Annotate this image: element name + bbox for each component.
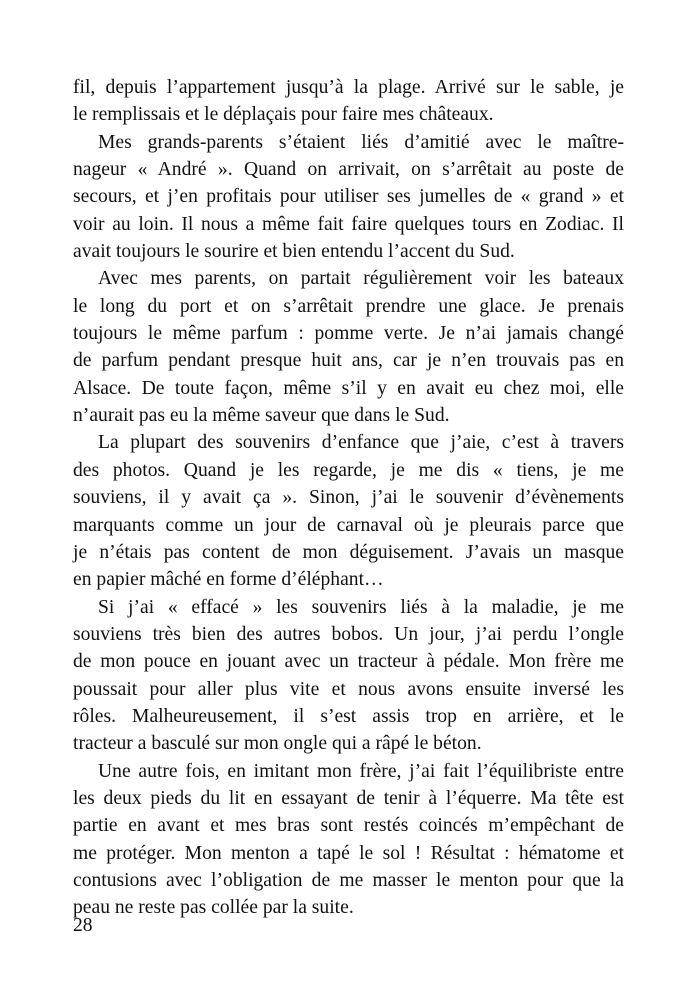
text-line: secours, et j’en profitais pour utiliser ses jumelles de « grand » et xyxy=(73,186,624,208)
text-line: partie en avant et mes bras sont restés coincés m’empêchant de xyxy=(73,815,624,837)
paragraph xyxy=(73,429,624,593)
text-line: le remplissais et le déplaçais pour faire mes châteaux. xyxy=(73,104,494,126)
text-line: voir au loin. Il nous a même fait faire quelques tours en Zodiac. Il xyxy=(73,213,624,235)
text-line: je n’étais pas content de mon déguisement. J’avais un masque xyxy=(73,541,624,563)
text-line: nageur « André ». Quand on arrivait, on s’arrêtait au poste de xyxy=(73,159,624,181)
text-line: avait toujours le sourire et bien entendu l’accent du Sud. xyxy=(73,241,515,263)
text-line: de mon pouce en jouant avec un tracteur à pédale. Mon frère me xyxy=(73,651,624,673)
text-line: Alsace. De toute façon, même s’il y en avait eu chez moi, elle xyxy=(73,377,624,399)
text-line: Si j’ai « effacé » les souvenirs liés à la maladie, je me xyxy=(98,596,624,618)
paragraph xyxy=(73,758,624,922)
text-line: des photos. Quand je les regarde, je me dis « tiens, je me xyxy=(73,459,624,481)
text-line: tracteur a basculé sur mon ongle qui a râpé le béton. xyxy=(73,733,482,755)
text-line: Mes grands-parents s’étaient liés d’amitié avec le maître- xyxy=(98,131,624,153)
text-line: peau ne reste pas collée par la suite. xyxy=(73,897,354,919)
text-line: souviens très bien des autres bobos. Un jour, j’ai perdu l’ongle xyxy=(73,623,624,645)
text-line: n’aurait pas eu la même saveur que dans le Sud. xyxy=(73,405,450,427)
text-line: Une autre fois, en imitant mon frère, j’ai fait l’équilibriste entre xyxy=(98,760,624,782)
text-line: de parfum pendant presque huit ans, car je n’en trouvais pas en xyxy=(73,350,624,372)
text-line: me protéger. Mon menton a tapé le sol ! Résultat : hématome et xyxy=(73,842,624,864)
text-line: Avec mes parents, on partait régulièrement voir les bateaux xyxy=(98,268,624,290)
paragraph xyxy=(73,129,624,266)
page-body xyxy=(73,74,624,922)
text-line: La plupart des souvenirs d’enfance que j’aie, c’est à travers xyxy=(98,432,624,454)
text-line: souviens, il y avait ça ». Sinon, j’ai le souvenir d’évènements xyxy=(73,487,624,509)
paragraph xyxy=(73,265,624,429)
text-line: les deux pieds du lit en essayant de tenir à l’équerre. Ma tête est xyxy=(73,787,624,809)
paragraph xyxy=(73,74,624,129)
text-line: rôles. Malheureusement, il s’est assis trop en arrière, et le xyxy=(73,705,624,727)
text-line: marquants comme un jour de carnaval où je pleurais parce que xyxy=(73,514,624,536)
text-line: fil, depuis l’appartement jusqu’à la plage. Arrivé sur le sable, je xyxy=(73,77,624,98)
text-line: toujours le même parfum : pomme verte. Je n’ai jamais changé xyxy=(73,323,624,345)
paragraph xyxy=(73,594,624,758)
page-number: 28 xyxy=(73,915,93,936)
text-line: en papier mâché en forme d’éléphant… xyxy=(73,569,384,591)
text-line: le long du port et on s’arrêtait prendre une glace. Je prenais xyxy=(73,295,624,317)
text-line: poussait pour aller plus vite et nous avons ensuite inversé les xyxy=(73,678,624,700)
text-line: contusions avec l’obligation de me masser le menton pour que la xyxy=(73,869,624,891)
